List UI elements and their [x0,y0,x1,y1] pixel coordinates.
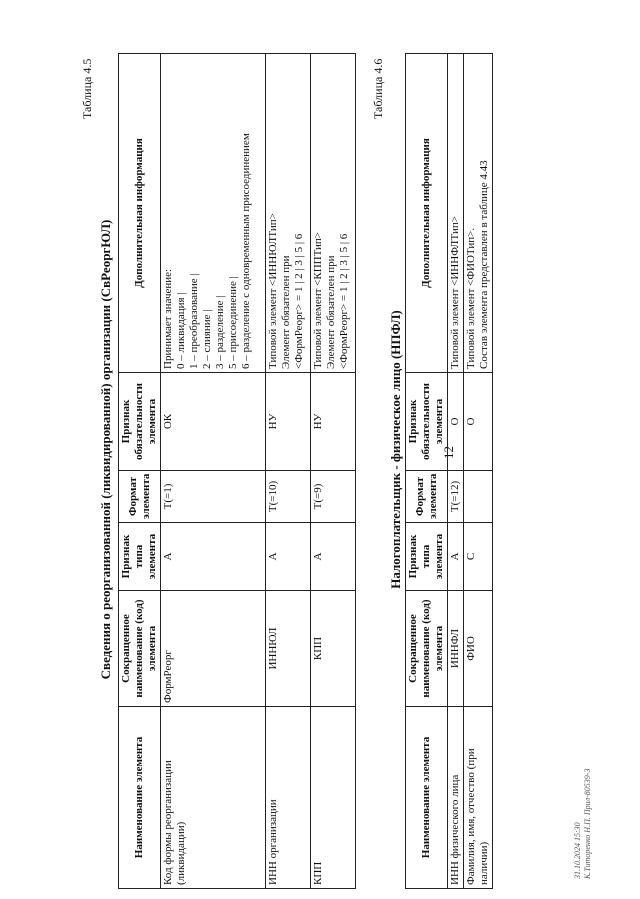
info-line: 1 – преобразование | [188,273,200,369]
header-cell: Сокращенное наименование (код) элемента [119,591,161,707]
page-number: 12 [441,446,456,459]
info-line: <ФормРеорг> = 1 | 2 | 3 | 5 | 6 [293,233,305,369]
element-info [266,54,311,373]
table-number-label: Таблица 4.5 [80,58,94,119]
stamp-signer: К.Титоренко Н.П. Прил-80539-3 [583,768,592,879]
element-format [464,471,493,523]
element-info [464,54,493,373]
table-title: Сведения о реорганизованной (ликвидированной) организации (СвРеоргЮЛ) [98,219,113,680]
table-row [311,54,356,889]
table-row [161,54,266,889]
header-cell: Признак типа элемента [406,523,448,591]
info-line: 6 – разделение с одновременным присоединением [240,133,252,369]
table-row [448,54,464,889]
element-required: О [464,373,493,471]
info-line: Элемент обязателен при [280,255,292,369]
info-line: Состав элемента представлен в таблице 4.43 [478,160,490,369]
element-format: Т(=10) [266,471,311,523]
header-cell: Наименование элемента [119,707,161,889]
element-name: ИНН организации [266,707,311,889]
info-line: Принимает значение: [162,268,174,369]
element-code: КПП [311,591,356,707]
info-line: 3 – разделение | [214,295,226,369]
header-cell: Сокращенное наименование (код) элемента [406,591,448,707]
header-cell: Дополнительная информация [119,54,161,373]
element-info [161,54,266,373]
stamp-date: 31.10.2024 15:30 [573,822,582,879]
element-type: А [448,523,464,591]
info-line: Типовой элемент <ИННФЛТип> [449,216,461,369]
info-line: 2 – слияние | [201,309,213,369]
element-type: С [464,523,493,591]
table-header-row [119,54,161,889]
element-info [448,54,464,373]
table-row [266,54,311,889]
element-format: Т(=9) [311,471,356,523]
info-line: Типовой элемент <ИННЮЛТип> [267,213,279,369]
table-number-label: Таблица 4.6 [371,58,385,119]
element-code: ИННФЛ [448,591,464,707]
element-info [311,54,356,373]
header-cell: Формат элемента [406,471,448,523]
element-name: КПП [311,707,356,889]
element-name: Код формы реорганизации (ликвидации) [161,707,266,889]
element-type: А [161,523,266,591]
element-code: ФИО [464,591,493,707]
element-required: ОК [161,373,266,471]
taxpayer-table [405,53,493,889]
table-header-row [406,54,448,889]
element-required: НУ [311,373,356,471]
element-name: ИНН физического лица [448,707,464,889]
info-line: Типовой элемент <КППТип> [312,231,324,369]
header-cell: Признак типа элемента [119,523,161,591]
header-cell: Формат элемента [119,471,161,523]
header-cell: Признак обязательности элемента [406,373,448,471]
element-code: ИННЮЛ [266,591,311,707]
header-cell: Наименование элемента [406,707,448,889]
table-row [464,54,493,889]
element-required: О [448,373,464,471]
table-title: Налогоплательщик - физическое лицо (НПФЛ) [388,310,403,589]
reorg-table [118,53,356,889]
element-type: А [266,523,311,591]
element-name: Фамилия, имя, отчество (при наличии) [464,707,493,889]
element-required: НУ [266,373,311,471]
element-format: Т(=12) [448,471,464,523]
info-line: Элемент обязателен при [325,255,337,369]
element-type: А [311,523,356,591]
info-line: Типовой элемент <ФИОТип>. [465,227,477,369]
info-line: <ФормРеорг> = 1 | 2 | 3 | 5 | 6 [338,233,350,369]
element-code: ФормРеорг [161,591,266,707]
element-format: Т(=1) [161,471,266,523]
header-cell: Признак обязательности элемента [119,373,161,471]
info-line: 0 – ликвидация | [175,292,187,369]
info-line: 5 – присоединение | [227,276,239,369]
header-cell: Дополнительная информация [406,54,448,373]
document-stamp [573,769,593,879]
